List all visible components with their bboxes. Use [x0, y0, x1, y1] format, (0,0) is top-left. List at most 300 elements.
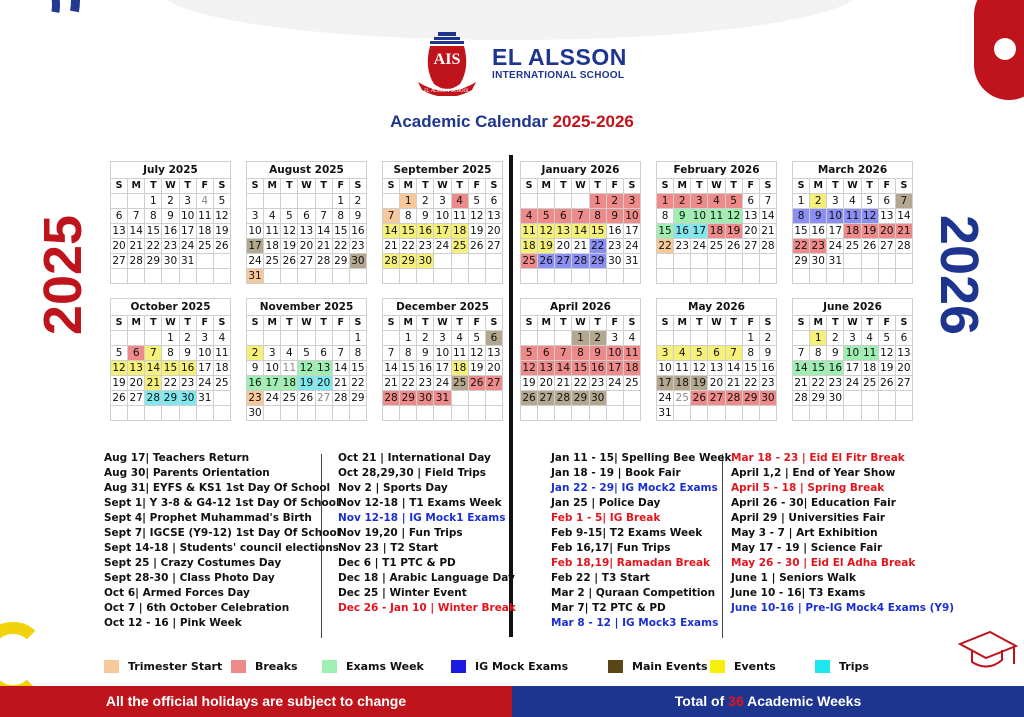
weekday-header: W — [708, 316, 725, 331]
event-item: Sept 28-30 | Class Photo Day — [104, 572, 275, 584]
event-item: Oct 7 | 6th October Celebration — [104, 602, 290, 614]
legend-label: Trips — [839, 660, 869, 673]
empty-cell — [145, 331, 162, 346]
empty-cell — [383, 331, 400, 346]
day-cell: 9 — [590, 346, 607, 361]
empty-cell — [316, 406, 333, 421]
empty-cell — [657, 254, 674, 269]
month-title: December 2025 — [382, 298, 503, 315]
day-cell: 25 — [281, 391, 298, 406]
empty-cell — [844, 269, 861, 284]
footer-total-number: 36 — [728, 693, 744, 709]
month-calendar — [656, 298, 777, 421]
day-cell: 30 — [607, 254, 624, 269]
day-cell: 1 — [590, 194, 607, 209]
event-item: Dec 25 | Winter Event — [338, 587, 467, 599]
day-cell: 8 — [743, 346, 760, 361]
empty-cell — [726, 269, 743, 284]
day-cell: 6 — [316, 346, 333, 361]
month-title: August 2025 — [246, 161, 367, 178]
day-cell: 13 — [486, 209, 503, 224]
day-cell: 29 — [590, 254, 607, 269]
day-cell: 24 — [844, 376, 861, 391]
day-cell: 20 — [316, 376, 333, 391]
empty-cell — [674, 254, 691, 269]
event-item: April 1,2 | End of Year Show — [731, 467, 896, 479]
empty-cell — [624, 269, 641, 284]
day-cell: 26 — [469, 239, 486, 254]
empty-cell — [555, 331, 572, 346]
day-cell: 19 — [281, 239, 298, 254]
day-cell: 19 — [298, 376, 315, 391]
weekday-header: S — [111, 179, 128, 194]
weekday-header: S — [521, 316, 538, 331]
day-cell: 22 — [162, 376, 179, 391]
empty-cell — [743, 406, 760, 421]
day-cell: 22 — [572, 376, 589, 391]
day-cell: 7 — [145, 346, 162, 361]
day-cell: 3 — [827, 194, 844, 209]
day-cell: 23 — [180, 376, 197, 391]
empty-cell — [316, 194, 333, 209]
day-cell: 20 — [128, 376, 145, 391]
day-cell: 20 — [486, 361, 503, 376]
day-cell: 23 — [590, 376, 607, 391]
day-cell: 2 — [417, 331, 434, 346]
empty-cell — [214, 406, 231, 421]
month-title: October 2025 — [110, 298, 231, 315]
weekday-header: M — [400, 179, 417, 194]
legend — [104, 659, 934, 675]
day-cell: 10 — [434, 209, 451, 224]
day-cell: 1 — [400, 331, 417, 346]
day-cell: 23 — [247, 391, 264, 406]
empty-cell — [810, 406, 827, 421]
day-cell: 17 — [657, 376, 674, 391]
day-cell: 24 — [607, 376, 624, 391]
weekday-header: S — [350, 179, 367, 194]
day-cell: 6 — [486, 194, 503, 209]
event-item: Feb 9-15| T2 Exams Week — [551, 527, 703, 539]
day-cell: 9 — [674, 209, 691, 224]
weekday-header: T — [590, 179, 607, 194]
day-cell: 20 — [111, 239, 128, 254]
weekday-header: T — [180, 179, 197, 194]
weekday-header: M — [674, 179, 691, 194]
day-cell: 13 — [316, 361, 333, 376]
empty-cell — [111, 331, 128, 346]
day-cell: 10 — [657, 361, 674, 376]
day-cell: 28 — [316, 254, 333, 269]
empty-cell — [197, 269, 214, 284]
day-cell: 27 — [743, 239, 760, 254]
day-cell: 17 — [827, 224, 844, 239]
event-item: April 5 - 18 | Spring Break — [731, 482, 885, 494]
day-cell: 26 — [469, 376, 486, 391]
empty-cell — [862, 406, 879, 421]
day-cell: 8 — [793, 209, 810, 224]
weekday-header: T — [281, 316, 298, 331]
day-cell: 9 — [827, 346, 844, 361]
event-item: Dec 26 - Jan 10 | Winter Break — [338, 602, 516, 614]
day-cell: 12 — [521, 361, 538, 376]
month-grid — [792, 315, 913, 421]
day-cell: 27 — [298, 254, 315, 269]
weekday-header: T — [555, 179, 572, 194]
weekday-header: F — [607, 179, 624, 194]
day-cell: 1 — [743, 331, 760, 346]
empty-cell — [743, 254, 760, 269]
empty-cell — [590, 406, 607, 421]
day-cell: 15 — [145, 224, 162, 239]
day-cell: 6 — [128, 346, 145, 361]
day-cell: 22 — [743, 376, 760, 391]
month-grid — [656, 315, 777, 421]
day-cell: 10 — [264, 361, 281, 376]
legend-label: IG Mock Exams — [475, 660, 569, 673]
weekday-header: W — [162, 179, 179, 194]
empty-cell — [708, 331, 725, 346]
day-cell: 15 — [793, 224, 810, 239]
month-grid — [656, 178, 777, 284]
event-item: Oct 12 - 16 | Pink Week — [104, 617, 242, 629]
empty-cell — [486, 269, 503, 284]
day-cell: 26 — [538, 254, 555, 269]
weekday-header: W — [162, 316, 179, 331]
day-cell: 24 — [197, 376, 214, 391]
events-column-2 — [338, 451, 516, 616]
day-cell: 17 — [624, 224, 641, 239]
day-cell: 16 — [607, 224, 624, 239]
day-cell: 30 — [760, 391, 777, 406]
day-cell: 15 — [590, 224, 607, 239]
day-cell: 19 — [111, 376, 128, 391]
day-cell: 24 — [434, 239, 451, 254]
event-item: Sept 25 | Crazy Costumes Day — [104, 557, 282, 569]
month-grid — [520, 315, 641, 421]
day-cell: 5 — [111, 346, 128, 361]
day-cell: 14 — [316, 224, 333, 239]
empty-cell — [521, 406, 538, 421]
day-cell: 14 — [383, 361, 400, 376]
weekday-header: S — [486, 179, 503, 194]
day-cell: 4 — [214, 331, 231, 346]
day-cell: 20 — [298, 239, 315, 254]
day-cell: 21 — [896, 224, 913, 239]
day-cell: 30 — [810, 254, 827, 269]
day-cell: 18 — [624, 361, 641, 376]
empty-cell — [674, 331, 691, 346]
day-cell: 17 — [844, 361, 861, 376]
empty-cell — [434, 269, 451, 284]
event-item: Feb 18,19| Ramadan Break — [551, 557, 711, 569]
day-cell: 31 — [827, 254, 844, 269]
empty-cell — [607, 391, 624, 406]
day-cell: 29 — [400, 391, 417, 406]
weekday-header: S — [760, 179, 777, 194]
empty-cell — [264, 194, 281, 209]
day-cell: 30 — [590, 391, 607, 406]
day-cell: 24 — [827, 239, 844, 254]
weekday-header: W — [298, 316, 315, 331]
day-cell: 3 — [657, 346, 674, 361]
day-cell: 7 — [383, 346, 400, 361]
month-title: February 2026 — [656, 161, 777, 178]
day-cell: 16 — [674, 224, 691, 239]
weekday-header: M — [810, 316, 827, 331]
weekday-header: S — [214, 179, 231, 194]
day-cell: 22 — [145, 239, 162, 254]
day-cell: 11 — [452, 209, 469, 224]
empty-cell — [691, 254, 708, 269]
event-item: June 1 | Seniors Walk — [731, 572, 857, 584]
day-cell: 5 — [214, 194, 231, 209]
day-cell: 25 — [708, 239, 725, 254]
day-cell: 11 — [674, 361, 691, 376]
day-cell: 21 — [383, 376, 400, 391]
weekday-header: T — [281, 179, 298, 194]
day-cell: 25 — [862, 376, 879, 391]
empty-cell — [417, 269, 434, 284]
day-cell: 5 — [726, 194, 743, 209]
day-cell: 17 — [197, 361, 214, 376]
empty-cell — [624, 406, 641, 421]
day-cell: 12 — [862, 209, 879, 224]
day-cell: 22 — [810, 376, 827, 391]
empty-cell — [486, 406, 503, 421]
weekday-header: T — [145, 179, 162, 194]
weekday-header: S — [793, 316, 810, 331]
weekday-header: S — [486, 316, 503, 331]
empty-cell — [555, 269, 572, 284]
empty-cell — [555, 406, 572, 421]
empty-cell — [247, 194, 264, 209]
day-cell: 26 — [691, 391, 708, 406]
month-grid — [110, 315, 231, 421]
day-cell: 20 — [708, 376, 725, 391]
day-cell: 5 — [281, 209, 298, 224]
empty-cell — [469, 269, 486, 284]
day-cell: 29 — [333, 254, 350, 269]
day-cell: 15 — [162, 361, 179, 376]
weekday-header: M — [674, 316, 691, 331]
empty-cell — [281, 194, 298, 209]
empty-cell — [128, 269, 145, 284]
weekday-header: F — [743, 179, 760, 194]
day-cell: 10 — [607, 346, 624, 361]
day-cell: 11 — [521, 224, 538, 239]
empty-cell — [691, 331, 708, 346]
day-cell: 13 — [708, 361, 725, 376]
day-cell: 7 — [572, 209, 589, 224]
day-cell: 8 — [333, 209, 350, 224]
day-cell: 14 — [128, 224, 145, 239]
day-cell: 2 — [247, 346, 264, 361]
day-cell: 24 — [691, 239, 708, 254]
empty-cell — [760, 254, 777, 269]
day-cell: 16 — [162, 224, 179, 239]
empty-cell — [521, 331, 538, 346]
weekday-header: W — [298, 179, 315, 194]
day-cell: 29 — [743, 391, 760, 406]
day-cell: 3 — [691, 194, 708, 209]
day-cell: 2 — [162, 194, 179, 209]
day-cell: 20 — [555, 239, 572, 254]
day-cell: 31 — [247, 269, 264, 284]
day-cell: 5 — [691, 346, 708, 361]
weekday-header: M — [128, 316, 145, 331]
day-cell: 6 — [111, 209, 128, 224]
day-cell: 23 — [827, 376, 844, 391]
empty-cell — [214, 254, 231, 269]
empty-cell — [726, 331, 743, 346]
empty-cell — [810, 269, 827, 284]
event-item: Mar 7| T2 PTC & PD — [551, 602, 666, 614]
event-item: Sept 14-18 | Students' council elections — [104, 542, 339, 554]
day-cell: 21 — [145, 376, 162, 391]
day-cell: 16 — [810, 224, 827, 239]
day-cell: 10 — [434, 346, 451, 361]
empty-cell — [708, 406, 725, 421]
day-cell: 18 — [674, 376, 691, 391]
weekday-header: W — [844, 316, 861, 331]
empty-cell — [743, 269, 760, 284]
day-cell: 29 — [572, 391, 589, 406]
day-cell: 18 — [844, 224, 861, 239]
day-cell: 30 — [247, 406, 264, 421]
day-cell: 27 — [486, 239, 503, 254]
year-label-right — [929, 200, 989, 350]
weekday-header: F — [469, 179, 486, 194]
empty-cell — [879, 406, 896, 421]
event-item: April 26 - 30| Education Fair — [731, 497, 896, 509]
weekday-header: T — [452, 316, 469, 331]
month-calendar — [656, 161, 777, 284]
day-cell: 6 — [879, 194, 896, 209]
day-cell: 22 — [350, 376, 367, 391]
empty-cell — [674, 406, 691, 421]
day-cell: 25 — [844, 239, 861, 254]
day-cell: 4 — [862, 331, 879, 346]
empty-cell — [111, 269, 128, 284]
day-cell: 4 — [521, 209, 538, 224]
day-cell: 3 — [264, 346, 281, 361]
day-cell: 20 — [743, 224, 760, 239]
year-left-text: 2025 — [33, 214, 93, 336]
empty-cell — [333, 269, 350, 284]
empty-cell — [180, 269, 197, 284]
empty-cell — [486, 391, 503, 406]
day-cell: 22 — [400, 239, 417, 254]
weekday-header: T — [316, 316, 333, 331]
weekday-header: T — [726, 316, 743, 331]
empty-cell — [145, 406, 162, 421]
day-cell: 8 — [400, 209, 417, 224]
day-cell: 13 — [486, 346, 503, 361]
day-cell: 13 — [128, 361, 145, 376]
weekday-header: S — [383, 179, 400, 194]
empty-cell — [333, 331, 350, 346]
day-cell: 6 — [555, 209, 572, 224]
day-cell: 10 — [827, 209, 844, 224]
day-cell: 11 — [844, 209, 861, 224]
day-cell: 1 — [162, 331, 179, 346]
day-cell: 30 — [827, 391, 844, 406]
empty-cell — [708, 269, 725, 284]
day-cell: 2 — [607, 194, 624, 209]
event-item: Feb 1 - 5| IG Break — [551, 512, 661, 524]
weekday-header: T — [555, 316, 572, 331]
empty-cell — [624, 391, 641, 406]
day-cell: 15 — [350, 361, 367, 376]
legend-swatch — [322, 660, 337, 673]
day-cell: 24 — [657, 391, 674, 406]
day-cell: 17 — [434, 224, 451, 239]
day-cell: 9 — [417, 209, 434, 224]
brand-name: EL ALSSON — [492, 44, 627, 70]
day-cell: 5 — [469, 331, 486, 346]
weekday-header: T — [590, 316, 607, 331]
footer-total-suffix: Academic Weeks — [743, 693, 862, 709]
event-item: Mar 2 | Quraan Competition — [551, 587, 716, 599]
day-cell: 19 — [879, 361, 896, 376]
event-item: Dec 6 | T1 PTC & PD — [338, 557, 456, 569]
empty-cell — [862, 391, 879, 406]
day-cell: 21 — [128, 239, 145, 254]
event-item: Oct 28,29,30 | Field Trips — [338, 467, 486, 479]
empty-cell — [197, 254, 214, 269]
day-cell: 13 — [298, 224, 315, 239]
empty-cell — [879, 391, 896, 406]
day-cell: 23 — [162, 239, 179, 254]
day-cell: 27 — [879, 239, 896, 254]
day-cell: 2 — [760, 331, 777, 346]
event-item: June 10-16 | Pre-IG Mock4 Exams (Y9) — [731, 602, 955, 614]
day-cell: 18 — [708, 224, 725, 239]
weekday-header: F — [469, 316, 486, 331]
event-item: Aug 31| EYFS & KS1 1st Day Of School — [104, 482, 331, 494]
empty-cell — [333, 406, 350, 421]
day-cell: 16 — [417, 224, 434, 239]
weekday-header: M — [128, 179, 145, 194]
day-cell: 18 — [214, 361, 231, 376]
weekday-header: W — [572, 316, 589, 331]
day-cell: 28 — [383, 391, 400, 406]
page-title — [0, 112, 1024, 132]
weekday-header: S — [214, 316, 231, 331]
empty-cell — [145, 269, 162, 284]
empty-cell — [896, 269, 913, 284]
day-cell: 5 — [879, 331, 896, 346]
day-cell: 9 — [180, 346, 197, 361]
events-column-4 — [731, 451, 954, 616]
day-cell: 2 — [180, 331, 197, 346]
day-cell: 10 — [624, 209, 641, 224]
month-calendar — [246, 161, 367, 284]
weekday-header: F — [197, 316, 214, 331]
day-cell: 31 — [180, 254, 197, 269]
empty-cell — [281, 406, 298, 421]
event-item: Feb 16,17| Fun Trips — [551, 542, 671, 554]
event-item: Sept 1| Y 3-8 & G4-12 1st Day Of School — [104, 497, 340, 509]
month-calendar — [246, 298, 367, 421]
weekday-header: S — [624, 316, 641, 331]
event-item: Oct 21 | International Day — [338, 452, 491, 464]
weekday-header: M — [538, 179, 555, 194]
day-cell: 21 — [760, 224, 777, 239]
event-item: Aug 30| Parents Orientation — [104, 467, 270, 479]
empty-cell — [180, 406, 197, 421]
